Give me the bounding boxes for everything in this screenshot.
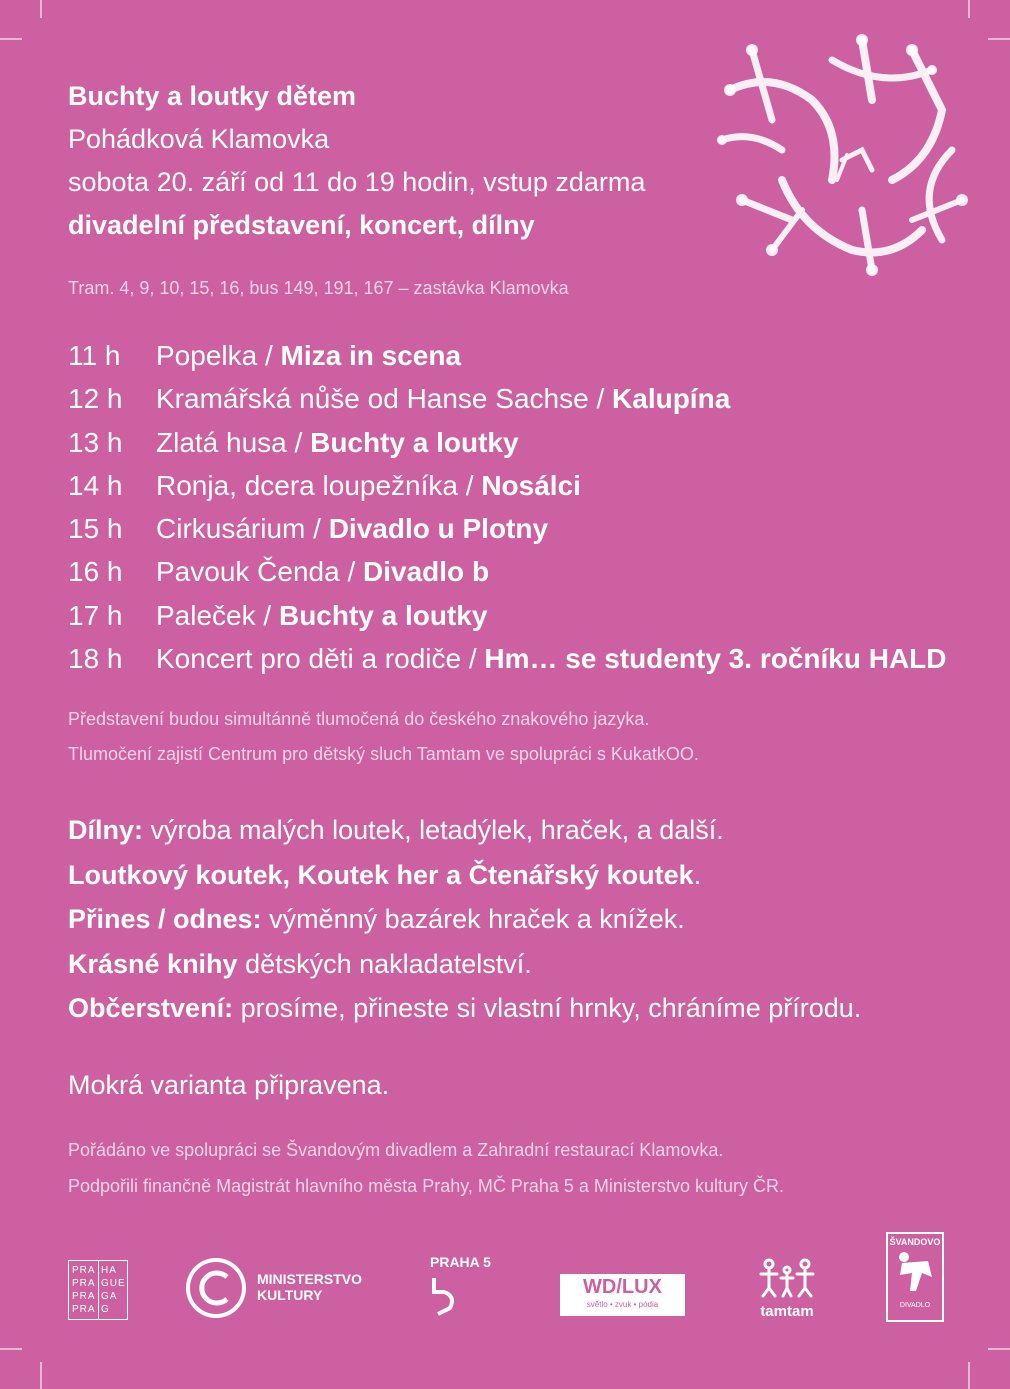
praha-logo-text: PRA xyxy=(72,1278,96,1289)
sponsor-logos xyxy=(0,1230,1010,1330)
show-title: Zlatá husa xyxy=(156,426,287,458)
separator: / xyxy=(588,383,613,415)
workshop-line xyxy=(68,942,861,987)
transport-info: Tram. 4, 9, 10, 15, 16, bus 149, 191, 167 – zastávka Klamovka xyxy=(68,278,569,298)
workshop-heading: Krásné knihy xyxy=(68,948,238,979)
crop-mark xyxy=(40,1362,42,1389)
workshop-line xyxy=(68,897,861,942)
svandovo-logo xyxy=(886,1232,944,1322)
company-name: Miza in scena xyxy=(280,340,462,371)
praha-logo xyxy=(68,1260,128,1320)
workshop-heading: Přines / odnes: xyxy=(68,904,262,935)
company-name: Divadlo u Plotny xyxy=(328,513,549,545)
workshops xyxy=(68,808,861,1031)
crop-mark xyxy=(988,1348,1010,1350)
wdlux-logo xyxy=(560,1274,685,1316)
praha-logo-text: PRA xyxy=(72,1304,96,1315)
crop-mark xyxy=(988,38,1010,40)
praha-logo-text: GA xyxy=(101,1291,118,1302)
tamtam-logo xyxy=(752,1258,822,1323)
crop-mark xyxy=(968,0,970,18)
show-title: Pavouk Čenda xyxy=(156,556,340,588)
show-title: Kramářská nůše od Hanse Sachse xyxy=(156,383,589,415)
schedule-time: 17 h xyxy=(68,599,123,631)
praha-logo-text: G xyxy=(101,1304,110,1315)
event-date: sobota 20. září od 11 do 19 hodin, vstup zdarma xyxy=(68,167,646,197)
workshop-text: výroba malých loutek, letadýlek, hraček, a další. xyxy=(143,815,724,845)
ministerstvo-logo xyxy=(185,1257,385,1319)
praha-logo-text: PRA xyxy=(72,1291,96,1302)
schedule-time: 13 h xyxy=(68,426,123,458)
crop-mark xyxy=(0,1348,22,1350)
workshop-heading: Loutkový koutek, Koutek her a Čtenářský koutek xyxy=(68,859,694,890)
schedule-time: 11 h xyxy=(68,340,121,371)
ministerstvo-text: KULTURY xyxy=(257,1287,323,1303)
praha5-text: PRAHA 5 xyxy=(430,1254,491,1270)
separator: / xyxy=(461,643,485,675)
interpretation-note: Tlumočení zajistí Centrum pro dětský sluch Tamtam ve spolupráci s KukatkOO. xyxy=(68,744,699,764)
separator: / xyxy=(457,469,482,501)
interpretation-note: Představení budou simultánně tlumočená do českého znakového jazyka. xyxy=(68,709,650,729)
credits-line: Pořádáno ve spolupráci se Švandovým divadlem a Zahradní restaurací Klamovka. xyxy=(68,1140,724,1160)
workshop-heading: Dílny: xyxy=(68,815,144,845)
ministerstvo-emblem-icon xyxy=(185,1257,247,1319)
tamtam-text: tamtam xyxy=(760,1303,814,1320)
event-title: Buchty a loutky dětem xyxy=(68,81,357,111)
show-title: Ronja, dcera loupežníka xyxy=(156,469,458,501)
workshop-heading: Občerstvení: xyxy=(68,993,234,1024)
crop-mark xyxy=(40,0,42,18)
credits-line: Podpořili finančně Magistrát hlavního města Prahy, MČ Praha 5 a Ministerstvo kultury ČR. xyxy=(68,1176,784,1196)
separator: / xyxy=(339,556,364,588)
wdlux-subtext: světlo • zvuk • pódia xyxy=(586,1300,659,1309)
company-name: Divadlo b xyxy=(363,556,490,588)
tamtam-figures-icon xyxy=(757,1258,817,1298)
praha5-logo xyxy=(430,1254,510,1324)
show-title: Paleček xyxy=(156,599,256,631)
event-subtitle: Pohádková Klamovka xyxy=(68,124,330,154)
workshop-line xyxy=(68,808,861,853)
schedule-time: 16 h xyxy=(68,556,123,588)
praha5-five-icon xyxy=(430,1276,460,1316)
company-name: Buchty a loutky xyxy=(278,599,488,631)
praha-logo-text: GUE xyxy=(101,1278,126,1289)
company-name: Kalupína xyxy=(612,383,731,415)
show-title: Koncert pro děti a rodiče xyxy=(156,643,462,675)
crop-mark xyxy=(0,38,22,40)
ministerstvo-text: MINISTERSTVO xyxy=(257,1271,363,1287)
separator: / xyxy=(286,426,311,458)
company-name: Buchty a loutky xyxy=(310,426,519,458)
buchty-loutky-logo xyxy=(712,30,974,280)
workshop-line xyxy=(68,853,861,898)
svandovo-subtext: DIVADLO xyxy=(899,1302,931,1309)
schedule-time: 12 h xyxy=(68,383,123,415)
workshop-text: . xyxy=(693,859,702,890)
show-title: Cirkusárium xyxy=(156,513,306,545)
workshop-text: prosíme, přineste si vlastní hrnky, chráníme přírodu. xyxy=(233,993,862,1024)
schedule-time: 15 h xyxy=(68,513,123,545)
schedule-time: 14 h xyxy=(68,469,123,501)
praha-logo-text: HA xyxy=(101,1265,117,1276)
program-type: divadelní představení, koncert, dílny xyxy=(68,210,535,240)
company-name: Nosálci xyxy=(481,469,581,501)
separator: / xyxy=(255,599,279,631)
wdlux-text: WD/LUX xyxy=(583,1276,662,1298)
workshop-text: výměnný bazárek hraček a knížek. xyxy=(261,904,685,935)
crop-mark xyxy=(968,1362,970,1389)
separator: / xyxy=(257,340,281,371)
praha-logo-text: PRA xyxy=(72,1265,96,1276)
workshop-line xyxy=(68,986,861,1031)
separator: / xyxy=(305,513,329,545)
company-name: Hm… se studenty 3. ročníku HALD xyxy=(484,643,947,675)
schedule-time: 18 h xyxy=(68,643,123,675)
svandovo-text: ŠVANDOVO xyxy=(889,1237,941,1247)
rain-note: Mokrá varianta připravena. xyxy=(68,1070,390,1100)
svandovo-figure-icon xyxy=(892,1247,938,1297)
workshop-text: dětských nakladatelství. xyxy=(237,948,532,979)
show-title: Popelka xyxy=(156,340,258,371)
